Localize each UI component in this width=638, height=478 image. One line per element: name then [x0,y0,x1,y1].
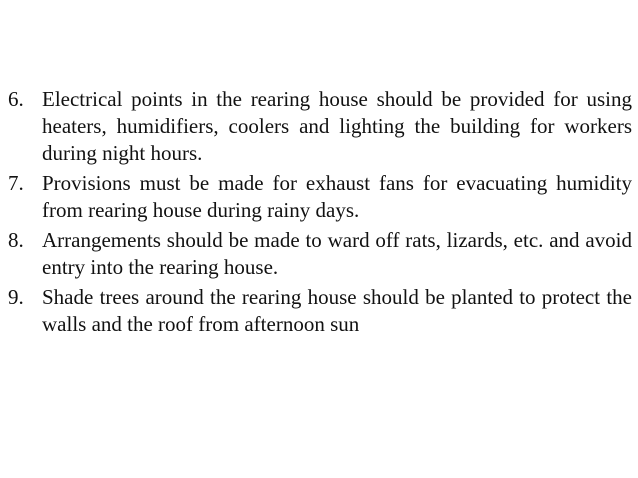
list-item-text: Shade trees around the rearing house should be planted to protect the walls and the roof from afternoon sun [42,285,632,336]
list-item-number: 9. [8,285,24,309]
list-item [8,170,632,224]
list-item [8,284,632,338]
numbered-list [8,86,632,341]
list-item-text: Arrangements should be made to ward off rats, lizards, etc. and avoid entry into the rearing house. [42,228,632,279]
list-item-text: Electrical points in the rearing house should be provided for using heaters, humidifiers, coolers and lighting the building for workers during night hours. [42,87,632,165]
list-item [8,86,632,167]
list-item-number: 8. [8,228,24,252]
list-item-number: 7. [8,171,24,195]
list-item-number: 6. [8,87,24,111]
list-item-text: Provisions must be made for exhaust fans for evacuating humidity from rearing house during rainy days. [42,171,632,222]
list-item [8,227,632,281]
